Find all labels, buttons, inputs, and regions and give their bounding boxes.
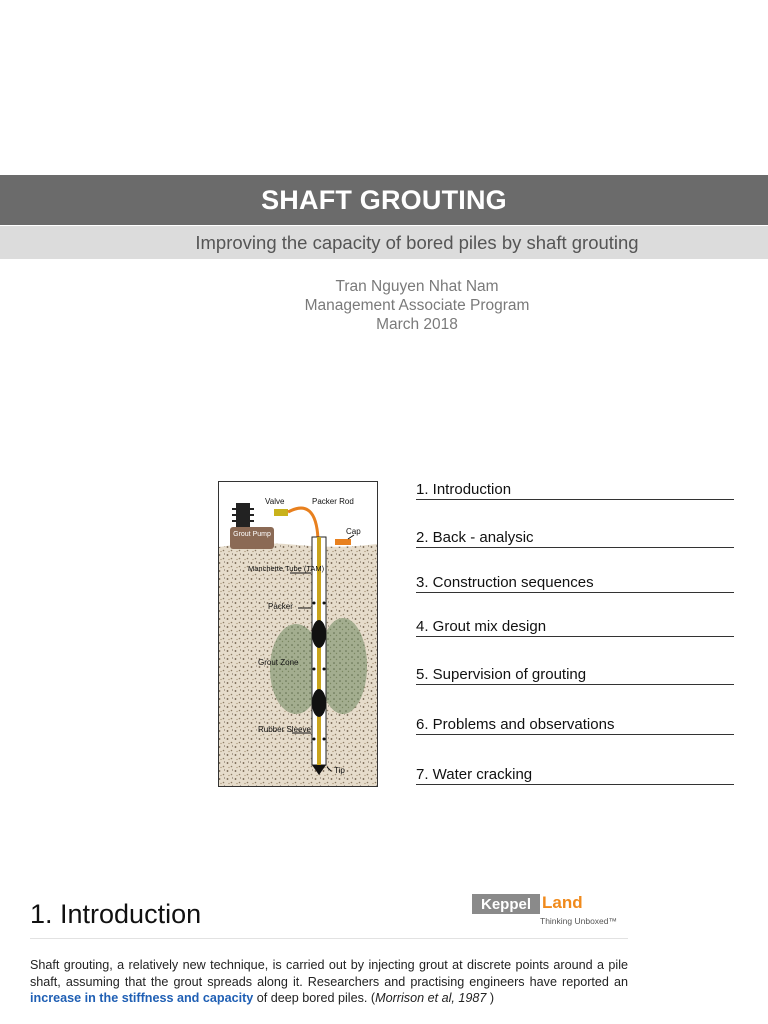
author-name: Tran Nguyen Nhat Nam [335,278,499,295]
toc-item-construction-sequences[interactable]: 3. Construction sequences [416,574,734,593]
manchette-label: Manchette Tube (TAM) [248,564,325,573]
toc-item-grout-mix-design[interactable]: 4. Grout mix design [416,618,734,637]
shaft-grouting-diagram [218,481,378,787]
toc-item-supervision[interactable]: 5. Supervision of grouting [416,666,734,685]
document-subtitle: Improving the capacity of bored piles by shaft grouting [0,226,768,259]
tip-label: Tip [334,766,345,775]
packer-rod-label: Packer Rod [312,497,354,506]
section-heading: 1. Introduction [30,899,202,929]
intro-highlight: increase in the stiffness and capacity [30,991,254,1005]
grout-zone-label: Grout Zone [258,658,299,667]
cap-label: Cap [346,527,361,536]
toc-item-water-cracking[interactable]: 7. Water cracking [416,766,734,785]
toc-item-problems[interactable]: 6. Problems and observations [416,716,734,735]
pile-cap [335,539,351,545]
intro-text-3: ) [486,991,495,1005]
packer-lower [312,689,326,717]
logo-brand-land: Land [542,893,583,912]
intro-paragraph [30,957,628,1007]
toc-item-introduction[interactable]: 1. Introduction [416,481,734,500]
rubber-sleeve-label: Rubber Sleeve [258,725,311,734]
packer-label: Packer [268,602,293,611]
document-title: SHAFT GROUTING [0,175,768,225]
intro-citation: Morrison et al, 1987 [375,991,487,1005]
author-program: Management Associate Program [304,297,530,314]
author-date: March 2018 [376,316,458,333]
toc-item-back-analysis[interactable]: 2. Back - analysic [416,529,734,548]
packer-upper [312,620,326,648]
valve-label: Valve [265,497,285,506]
author-block [0,277,768,334]
valve [274,509,288,516]
grout-pump-label: Grout Pump [233,531,271,538]
intro-text-2: of deep bored piles. ( [253,991,376,1005]
logo-brand: Keppel [472,894,540,914]
heading-divider [30,938,628,939]
logo-tagline: Thinking Unboxed™ [540,916,618,926]
intro-text-1: Shaft grouting, a relatively new technique, is carried out by injecting grout at discrete points around a pile shaft, assuming that the grout spreads along it. Researchers and practising engineers have reported an [30,958,628,989]
keppel-land-logo [470,886,622,932]
